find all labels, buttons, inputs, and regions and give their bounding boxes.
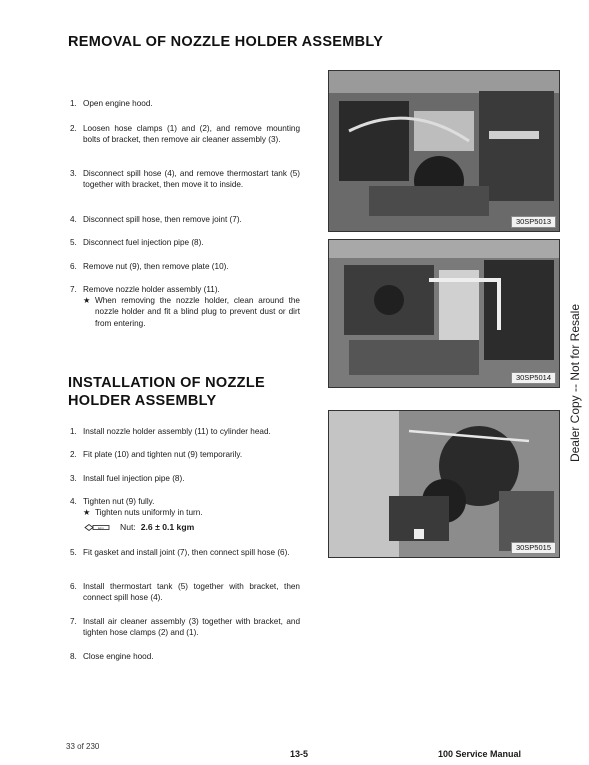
step-text: Tighten nut (9) fully. [83, 497, 155, 506]
photo-1 [328, 70, 560, 232]
star-icon: ★ [83, 508, 91, 518]
install-step-1 [68, 426, 300, 437]
photo-2 [328, 239, 560, 388]
step-text: Install air cleaner assembly (3) together with bracket, and tighten hose clamps (2) and (1). [83, 617, 300, 638]
removal-step-6 [68, 261, 300, 272]
page-counter: 33 of 230 [66, 742, 100, 751]
photo-3 [328, 410, 560, 558]
step-number: 5. [70, 548, 77, 557]
step-text: Close engine hood. [83, 652, 154, 661]
removal-step-4 [68, 214, 300, 225]
photo-label: 30SP5014 [511, 372, 556, 384]
install-step-4 [68, 496, 300, 518]
step-text: Disconnect spill hose, then remove joint (7). [83, 215, 242, 224]
step-text: Install thermostart tank (5) together with bracket, then connect spill hose (4). [83, 582, 300, 603]
step-note [83, 507, 300, 518]
torque-value: 2.6 ± 0.1 kgm [140, 522, 195, 532]
install-step-3 [68, 473, 300, 484]
watermark-text: Dealer Copy -- Not for Resale [568, 303, 582, 463]
engine-photo-image [329, 411, 559, 557]
step-number: 4. [70, 215, 77, 224]
step-number: 4. [70, 497, 77, 506]
step-text: Open engine hood. [83, 99, 153, 108]
step-note [83, 295, 300, 329]
step-number: 6. [70, 262, 77, 271]
star-icon: ★ [83, 296, 91, 306]
removal-step-3 [68, 168, 300, 190]
step-text: Disconnect fuel injection pipe (8). [83, 238, 204, 247]
install-step-2 [68, 449, 300, 460]
step-text: Fit gasket and install joint (7), then connect spill hose (6). [83, 548, 290, 557]
step-number: 3. [70, 169, 77, 178]
step-number: 2. [70, 450, 77, 459]
step-text: Loosen hose clamps (1) and (2), and remove mounting bolts of bracket, then remove air cleaner assembly (3). [83, 124, 300, 145]
photo-label: 30SP5015 [511, 542, 556, 554]
svg-text:kgm: kgm [98, 525, 104, 530]
step-number: 1. [70, 427, 77, 436]
install-step-5 [68, 547, 300, 558]
install-step-6 [68, 581, 300, 603]
step-text: Disconnect spill hose (4), and remove thermostart tank (5) together with bracket, then move it to inside. [83, 169, 300, 190]
removal-section-title: REMOVAL OF NOZZLE HOLDER ASSEMBLY [68, 34, 384, 50]
step-number: 5. [70, 238, 77, 247]
step-text: Fit plate (10) and tighten nut (9) temporarily. [83, 450, 243, 459]
manual-title: 100 Service Manual [438, 749, 522, 759]
note-text: Tighten nuts uniformly in turn. [95, 508, 203, 518]
torque-spec [84, 522, 194, 532]
step-text: Install nozzle holder assembly (11) to cylinder head. [83, 427, 271, 436]
photo-label: 30SP5013 [511, 216, 556, 228]
step-number: 8. [70, 652, 77, 661]
engine-photo-image [329, 71, 559, 231]
note-text: When removing the nozzle holder, clean around the nozzle holder and fit a blind plug to prevent dust or dirt from entering. [95, 296, 300, 328]
torque-label: Nut: [120, 522, 136, 532]
step-number: 6. [70, 582, 77, 591]
engine-photo-image [329, 240, 559, 387]
step-number: 7. [70, 617, 77, 626]
removal-step-5 [68, 237, 300, 248]
step-text: Remove nut (9), then remove plate (10). [83, 262, 229, 271]
removal-step-2 [68, 123, 300, 145]
torque-wrench-icon [84, 523, 110, 532]
step-number: 7. [70, 285, 77, 294]
step-text: Remove nozzle holder assembly (11). [83, 285, 220, 294]
removal-step-1 [68, 98, 300, 109]
step-number: 3. [70, 474, 77, 483]
step-number: 1. [70, 99, 77, 108]
install-step-7 [68, 616, 300, 638]
page-number: 13-5 [290, 749, 309, 759]
installation-section-title: INSTALLATION OF NOZZLE HOLDER ASSEMBLY [68, 375, 265, 409]
step-number: 2. [70, 124, 77, 133]
step-text: Install fuel injection pipe (8). [83, 474, 185, 483]
install-step-8 [68, 651, 300, 662]
removal-step-7 [68, 284, 300, 329]
